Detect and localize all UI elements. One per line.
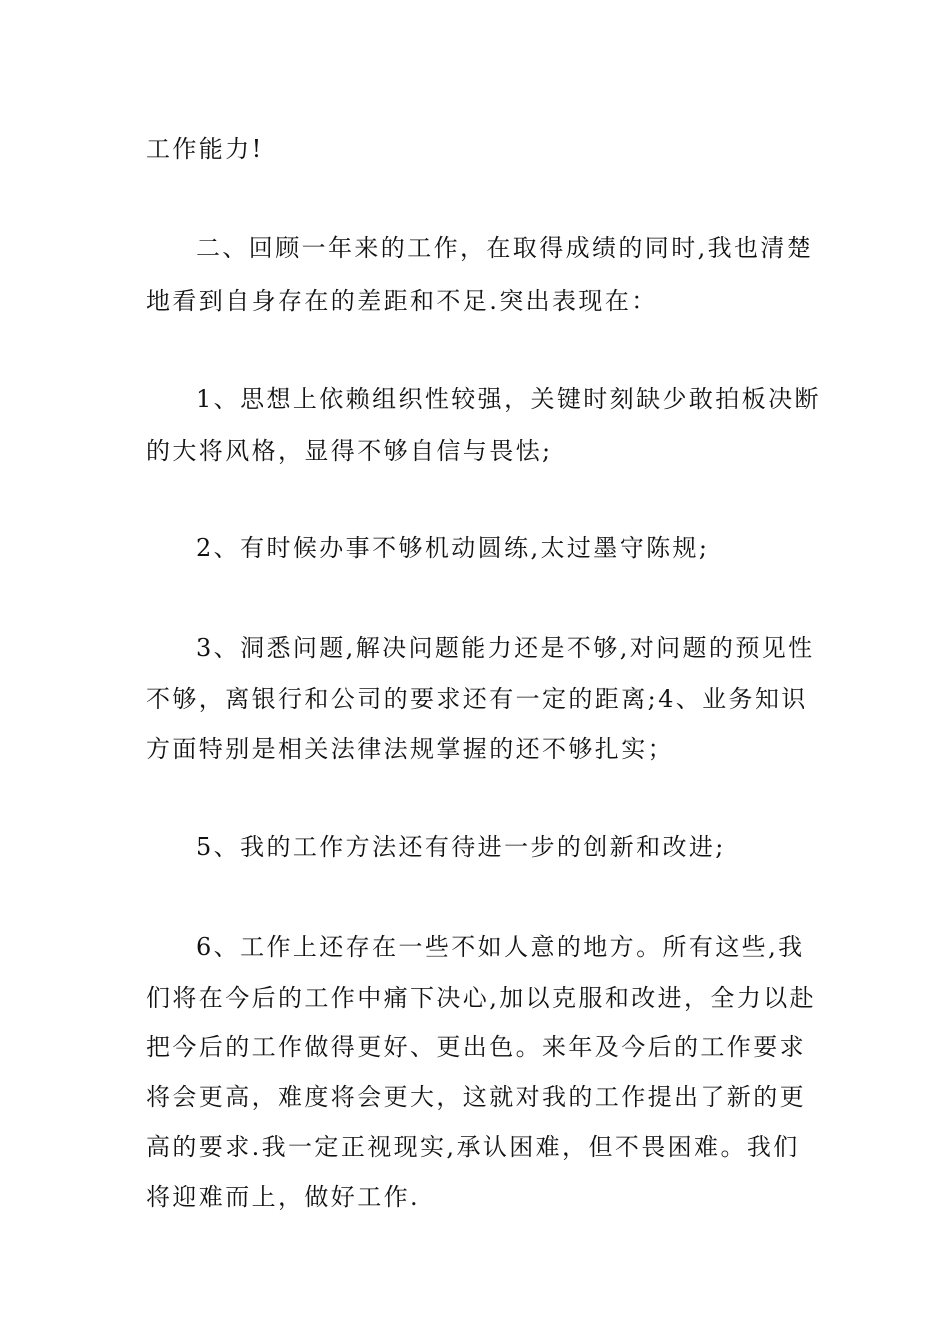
text-line: 工作能力! xyxy=(146,135,264,163)
text-line: 3、洞悉问题,解决问题能力还是不够,对问题的预见性 xyxy=(196,634,815,662)
text-line: 2、有时候办事不够机动圆练,太过墨守陈规; xyxy=(196,534,710,562)
text-line: 1、思想上依赖组织性较强，关键时刻缺少敢拍板决断 xyxy=(196,385,821,413)
text-line: 将迎难而上，做好工作. xyxy=(146,1183,421,1211)
text-line: 们将在今后的工作中痛下决心,加以克服和改进，全力以赴 xyxy=(146,984,817,1012)
text-line: 高的要求.我一定正视现实,承认困难，但不畏困难。我们 xyxy=(146,1133,800,1161)
text-line: 的大将风格，显得不够自信与畏怯; xyxy=(146,437,553,465)
text-line: 不够，离银行和公司的要求还有一定的距离;4、业务知识 xyxy=(146,685,808,713)
text-line: 将会更高，难度将会更大，这就对我的工作提出了新的更 xyxy=(146,1083,806,1111)
text-line: 二、回顾一年来的工作，在取得成绩的同时,我也清楚 xyxy=(196,234,814,262)
text-line: 地看到自身存在的差距和不足.突出表现在： xyxy=(146,287,658,315)
text-line: 把今后的工作做得更好、更出色。来年及今后的工作要求 xyxy=(146,1033,806,1061)
text-line: 方面特别是相关法律法规掌握的还不够扎实； xyxy=(146,735,674,763)
text-line: 5、我的工作方法还有待进一步的创新和改进; xyxy=(196,833,726,861)
text-line: 6、工作上还存在一些不如人意的地方。所有这些,我 xyxy=(196,933,805,961)
